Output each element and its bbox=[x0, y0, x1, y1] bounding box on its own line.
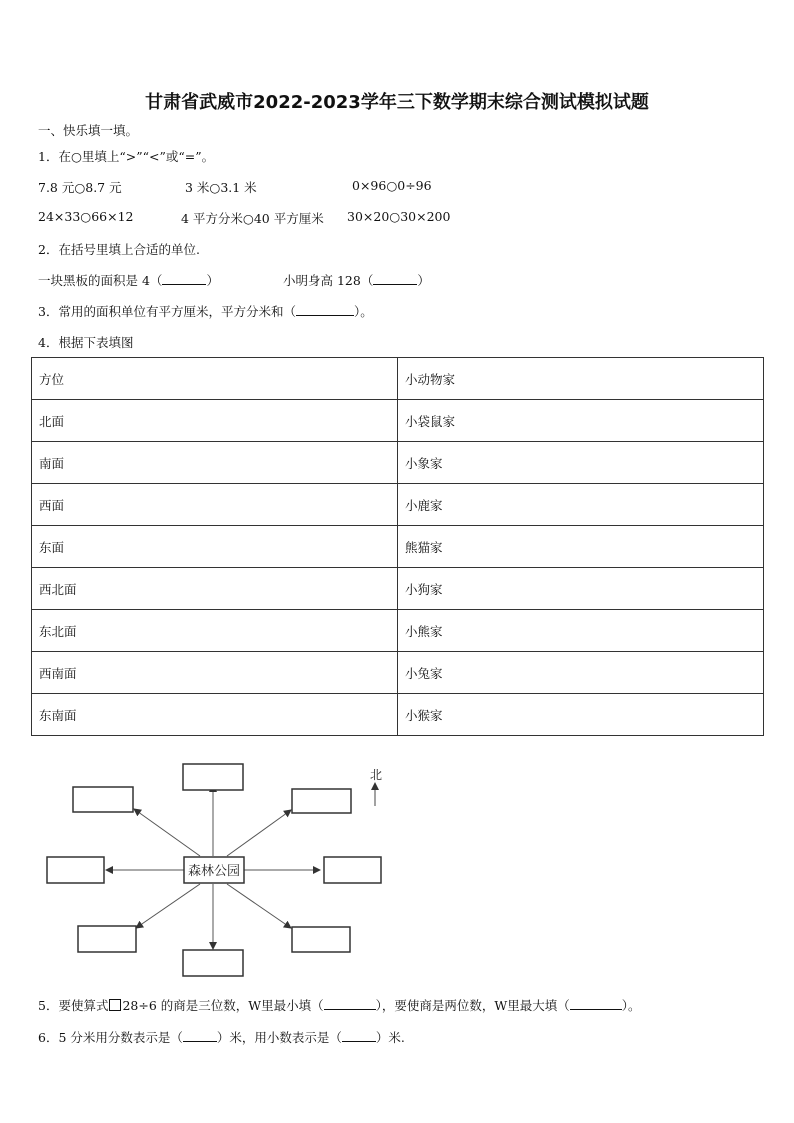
table-row bbox=[32, 568, 764, 610]
page-title: 甘肃省武威市2022-2023学年三下数学期末综合测试模拟试题 bbox=[145, 92, 649, 113]
q1-item: 24×33○66×12 bbox=[38, 209, 134, 224]
table-cell: 小鹿家 bbox=[398, 484, 764, 526]
box-northeast[interactable] bbox=[292, 789, 351, 813]
q1-item: 30×20○30×200 bbox=[347, 209, 451, 224]
q2-blackboard-text: 一块黑板的面积是 4（ bbox=[38, 273, 163, 288]
table-cell: 东北面 bbox=[32, 610, 398, 652]
section-heading: 一、快乐填一填。 bbox=[38, 123, 139, 138]
center-label: 森林公园 bbox=[187, 864, 241, 879]
box-southwest[interactable] bbox=[78, 926, 136, 952]
table-cell: 小猴家 bbox=[398, 694, 764, 736]
arrow-northwest bbox=[134, 809, 200, 856]
q2-blackboard bbox=[38, 271, 219, 289]
question-1: 1．在○里填上“>”“<”或“=”。 bbox=[38, 149, 215, 164]
answer-blank[interactable] bbox=[162, 272, 206, 285]
table-header-row bbox=[32, 358, 764, 400]
q6-text-mid: ）米，用小数表示是（ bbox=[216, 1030, 342, 1045]
box-north[interactable] bbox=[183, 764, 243, 790]
table-cell: 西面 bbox=[32, 484, 398, 526]
table-cell: 小兔家 bbox=[398, 652, 764, 694]
question-4: 4．根据下表填图 bbox=[38, 335, 134, 350]
box-east[interactable] bbox=[324, 857, 381, 883]
answer-blank[interactable] bbox=[296, 303, 354, 316]
q2-height-close: ） bbox=[417, 273, 430, 288]
q2-height bbox=[283, 271, 430, 289]
table-header-cell: 小动物家 bbox=[398, 358, 764, 400]
arrow-northeast bbox=[227, 810, 291, 856]
table-cell: 熊猫家 bbox=[398, 526, 764, 568]
table-row bbox=[32, 526, 764, 568]
q6-close: ）米. bbox=[375, 1030, 405, 1045]
square-box-icon bbox=[109, 999, 121, 1011]
answer-blank[interactable] bbox=[373, 272, 417, 285]
q5-close: ）。 bbox=[621, 998, 641, 1013]
q2-height-text: 小明身高 128（ bbox=[283, 273, 374, 288]
q5-text: 5．要使算式 bbox=[38, 998, 109, 1013]
q2-blackboard-close: ） bbox=[206, 273, 219, 288]
arrow-southwest bbox=[136, 884, 200, 928]
table-row bbox=[32, 400, 764, 442]
q1-item: 3 米○3.1 米 bbox=[185, 180, 257, 195]
table-row bbox=[32, 694, 764, 736]
question-3 bbox=[38, 302, 373, 320]
question-5 bbox=[38, 996, 640, 1014]
table-cell: 小袋鼠家 bbox=[398, 400, 764, 442]
table-row bbox=[32, 610, 764, 652]
table-header-cell: 方位 bbox=[32, 358, 398, 400]
answer-blank[interactable] bbox=[570, 997, 622, 1010]
q6-text: 6．5 分米用分数表示是（ bbox=[38, 1030, 183, 1045]
table-cell: 东面 bbox=[32, 526, 398, 568]
table-cell: 南面 bbox=[32, 442, 398, 484]
north-label: 北 bbox=[369, 768, 383, 782]
q5-text-mid2: ），要使商是两位数，W里最大填（ bbox=[375, 998, 570, 1013]
table-cell: 西北面 bbox=[32, 568, 398, 610]
box-southeast[interactable] bbox=[292, 927, 350, 952]
answer-blank[interactable] bbox=[183, 1029, 217, 1042]
q1-item: 0×96○0÷96 bbox=[352, 178, 432, 193]
q5-text-mid: 28÷6 的商是三位数，W里最小填（ bbox=[122, 998, 324, 1013]
table-row bbox=[32, 652, 764, 694]
table-cell: 北面 bbox=[32, 400, 398, 442]
direction-table bbox=[31, 357, 764, 736]
table-cell: 西南面 bbox=[32, 652, 398, 694]
answer-blank[interactable] bbox=[324, 997, 376, 1010]
table-row bbox=[32, 442, 764, 484]
question-6 bbox=[38, 1028, 405, 1046]
table-cell: 小狗家 bbox=[398, 568, 764, 610]
q3-close: ）。 bbox=[353, 304, 373, 319]
question-2: 2．在括号里填上合适的单位. bbox=[38, 242, 200, 257]
answer-blank[interactable] bbox=[342, 1029, 376, 1042]
table-row bbox=[32, 484, 764, 526]
arrow-southeast bbox=[227, 884, 291, 928]
box-west[interactable] bbox=[47, 857, 104, 883]
q3-text: 3．常用的面积单位有平方厘米，平方分米和（ bbox=[38, 304, 296, 319]
compass-diagram bbox=[0, 755, 420, 985]
table-cell: 小象家 bbox=[398, 442, 764, 484]
q1-item: 7.8 元○8.7 元 bbox=[38, 180, 122, 195]
table-cell: 东南面 bbox=[32, 694, 398, 736]
q1-item: 4 平方分米○40 平方厘米 bbox=[181, 211, 324, 226]
box-south[interactable] bbox=[183, 950, 243, 976]
box-northwest[interactable] bbox=[73, 787, 133, 812]
table-cell: 小熊家 bbox=[398, 610, 764, 652]
